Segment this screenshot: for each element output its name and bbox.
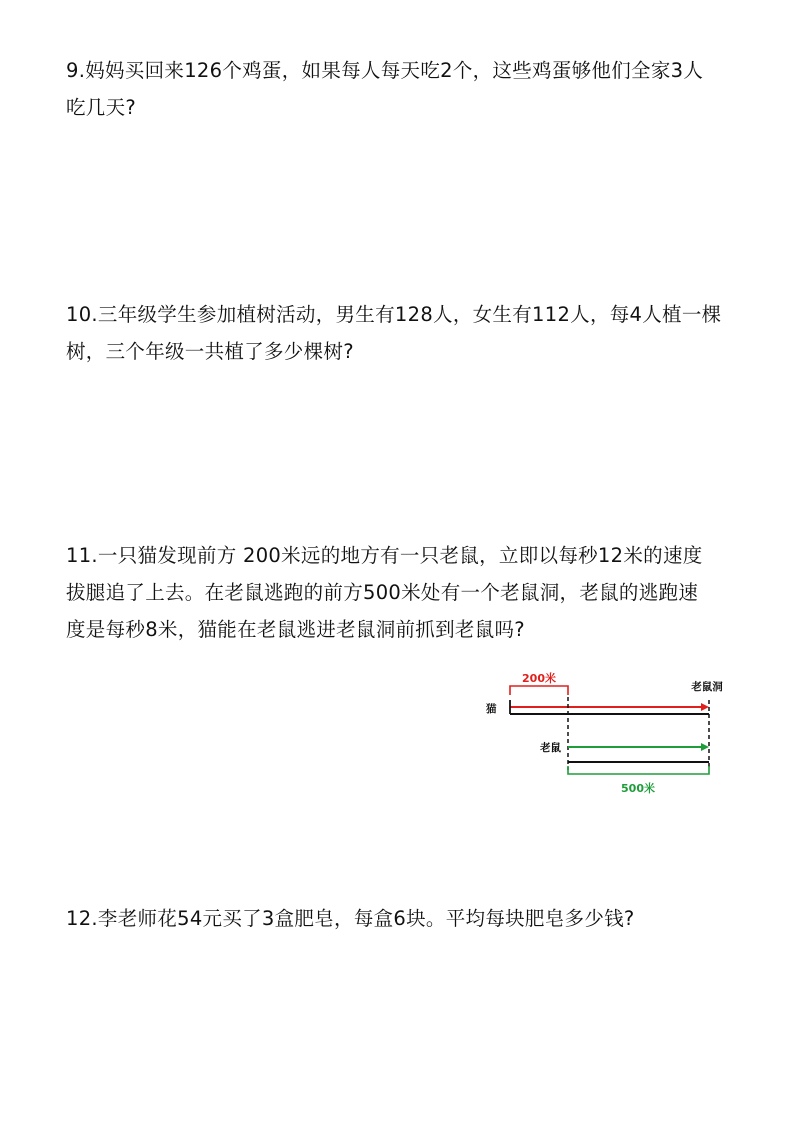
question-11 (66, 537, 756, 648)
question-11-line-1: 11.一只猫发现前方 200米远的地方有一只老鼠，立即以每秒12米的速度 (66, 544, 703, 567)
question-11-line-3: 度是每秒8米，猫能在老鼠逃进老鼠洞前抓到老鼠吗? (66, 618, 525, 641)
cat-arrowhead (701, 703, 709, 711)
chase-line-diagram (480, 662, 740, 802)
mouse-label: 老鼠 (540, 742, 561, 754)
gap-label: 200米 (522, 672, 556, 685)
gap-bracket (510, 686, 568, 695)
question-12 (66, 900, 756, 937)
question-11-line-2: 拔腿追了上去。在老鼠逃跑的前方500米处有一个老鼠洞，老鼠的逃跑速 (66, 581, 699, 604)
question-10 (66, 296, 756, 370)
question-10-line-2: 树，三个年级一共植了多少棵树? (66, 340, 354, 363)
question-10-line-1: 10.三年级学生参加植树活动，男生有128人，女生有112人，每4人植一棵 (66, 303, 722, 326)
distance-bracket (568, 766, 709, 774)
question-9 (66, 52, 756, 126)
hole-label: 老鼠洞 (691, 681, 723, 693)
question-9-line-2: 吃几天? (66, 96, 137, 119)
mouse-arrowhead (701, 743, 709, 751)
question-9-line-1: 9.妈妈买回来126个鸡蛋，如果每人每天吃2个，这些鸡蛋够他们全家3人 (66, 59, 704, 82)
question-12-line-1: 12.李老师花54元买了3盒肥皂，每盒6块。平均每块肥皂多少钱? (66, 907, 635, 930)
distance-label: 500米 (621, 782, 655, 795)
cat-label: 猫 (486, 703, 497, 715)
